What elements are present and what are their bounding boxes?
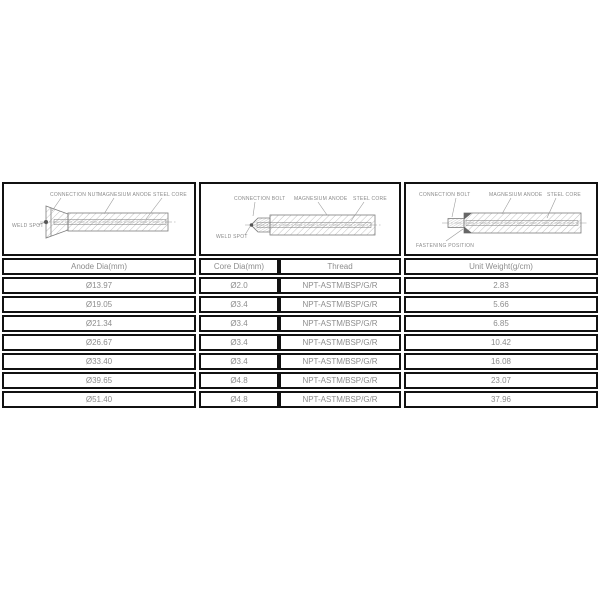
thread-value: NPT-ASTM/BSP/G/R (279, 315, 401, 332)
core-dia-value: Ø3.4 (199, 315, 279, 332)
stud-anode-drawing (406, 184, 596, 254)
steel-core-label: STEEL CORE (353, 196, 387, 202)
magnesium-anode-label: MAGNESIUM ANODE (294, 196, 348, 202)
core-dia-value: Ø3.4 (199, 296, 279, 313)
diagram-panel-stud (404, 182, 598, 256)
weld-spot-label: WELD SPOT (216, 234, 248, 240)
leader-line (52, 198, 61, 211)
table-row (2, 277, 598, 294)
unit-weight-value: 10.42 (404, 334, 598, 351)
unit-weight-value: 2.83 (404, 277, 598, 294)
thread-value: NPT-ASTM/BSP/G/R (279, 391, 401, 408)
core-dia-value: Ø4.8 (199, 372, 279, 389)
thread-value: NPT-ASTM/BSP/G/R (279, 334, 401, 351)
unit-weight-value: 6.85 (404, 315, 598, 332)
connection-nut-shape (46, 206, 68, 238)
header-unit-weight: Unit Weight(g/cm) (404, 258, 598, 275)
diagram-panel-bolt (199, 182, 401, 256)
anode-dia-value: Ø21.34 (2, 315, 196, 332)
unit-weight-value: 5.66 (404, 296, 598, 313)
leader-line (104, 198, 114, 214)
leader-line (452, 198, 456, 217)
table-row (2, 353, 598, 370)
leader-line (318, 202, 327, 215)
connection-nut-label: CONNECTION NUT (50, 192, 99, 198)
unit-weight-value: 23.07 (404, 372, 598, 389)
anode-dia-value: Ø19.05 (2, 296, 196, 313)
core-dia-value: Ø3.4 (199, 334, 279, 351)
weld-spot-label: WELD SPOT (12, 223, 44, 229)
leader-line (446, 229, 463, 241)
anode-dia-value: Ø39.65 (2, 372, 196, 389)
header-anode-dia: Anode Dia(mm) (2, 258, 196, 275)
magnesium-anode-label: MAGNESIUM ANODE (98, 192, 152, 198)
unit-weight-value: 16.08 (404, 353, 598, 370)
leader-line (502, 198, 511, 214)
anode-dia-value: Ø13.97 (2, 277, 196, 294)
thread-value: NPT-ASTM/BSP/G/R (279, 277, 401, 294)
table-row (2, 296, 598, 313)
core-dia-value: Ø4.8 (199, 391, 279, 408)
connection-bolt-label: CONNECTION BOLT (419, 192, 471, 198)
core-dia-value: Ø2.0 (199, 277, 279, 294)
connection-bolt-label: CONNECTION BOLT (234, 196, 286, 202)
header-thread: Thread (279, 258, 401, 275)
connection-bolt-stud (448, 219, 464, 228)
diagram-panel-nut (2, 182, 196, 256)
fastening-position-label: FASTENING POSITION (416, 243, 475, 249)
anode-dia-value: Ø26.67 (2, 334, 196, 351)
steel-core-band (54, 220, 166, 225)
steel-core-band (466, 221, 578, 226)
table-header-row (2, 258, 598, 275)
thread-value: NPT-ASTM/BSP/G/R (279, 372, 401, 389)
spec-table (2, 258, 598, 408)
unit-weight-value: 37.96 (404, 391, 598, 408)
weld-spot-dot (250, 223, 254, 227)
steel-core-label: STEEL CORE (153, 192, 187, 198)
table-row (2, 391, 598, 408)
table-row (2, 372, 598, 389)
nut-anode-drawing (4, 184, 194, 254)
bolt-anode-drawing (201, 184, 399, 254)
core-dia-value: Ø3.4 (199, 353, 279, 370)
diagram-row (2, 182, 598, 256)
anode-spec-sheet (2, 182, 598, 410)
steel-core-label: STEEL CORE (547, 192, 581, 198)
table-row (2, 334, 598, 351)
anode-dia-value: Ø33.40 (2, 353, 196, 370)
table-row (2, 315, 598, 332)
anode-dia-value: Ø51.40 (2, 391, 196, 408)
thread-value: NPT-ASTM/BSP/G/R (279, 296, 401, 313)
thread-value: NPT-ASTM/BSP/G/R (279, 353, 401, 370)
steel-core-band (257, 223, 371, 228)
magnesium-anode-label: MAGNESIUM ANODE (489, 192, 543, 198)
leader-line (253, 202, 255, 216)
weld-spot-dot (44, 220, 48, 224)
header-core-dia: Core Dia(mm) (199, 258, 279, 275)
